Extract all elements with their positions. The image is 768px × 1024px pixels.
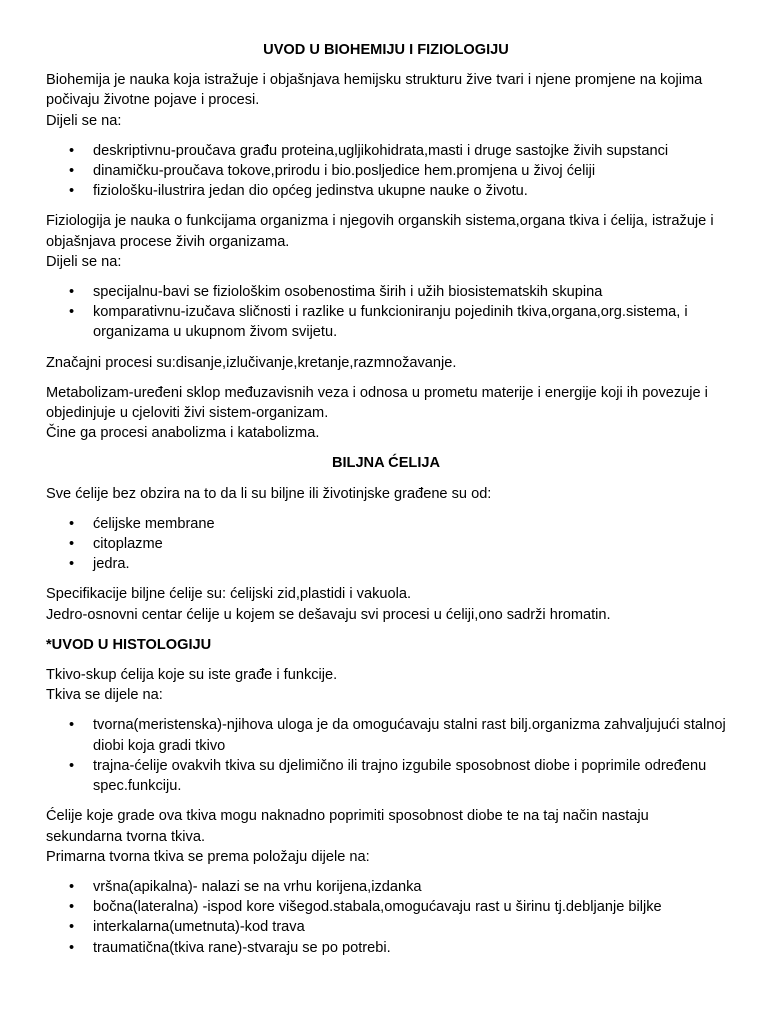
document-page <box>46 40 726 958</box>
list-item: • dinamičku-proučava tokove,prirodu i bio.posljedice hem.promjena u živoj ćeliji <box>46 161 726 181</box>
biochemistry-intro: Biohemija je nauka koja istražuje i objašnjava hemijsku strukturu žive tvari i njene promjene na kojima počivaju životne pojave i procesi. <box>46 72 703 109</box>
list-item: • trajna-ćelije ovakvih tkiva su djelimično ili trajno izgubile sposobnost diobe i poprimile određenu spec.funkciju. <box>69 757 707 795</box>
physiology-divided-label: Dijeli se na: <box>46 253 122 270</box>
biochemistry-list <box>46 141 726 202</box>
physiology-intro: Fiziologija je nauka o funkcijama organizma i njegovih organskih sistema,organa tkiva i ćelija, istražuje i objašnjava procese živih organizama. <box>46 213 714 250</box>
bullet-icon: • <box>69 536 75 553</box>
bullet-icon: • <box>69 899 75 916</box>
bullet-icon: • <box>69 284 75 301</box>
metabolism-text: Metabolizam-uređeni sklop međuzavisnih veza i odnosa u prometu materije i energije koji ih povezuje i objedinjuje u cjeloviti živi sistem-organizam. <box>46 384 708 422</box>
list-item: • traumatična(tkiva rane)-stvaraju se po potrebi. <box>46 938 726 958</box>
page-title: UVOD U BIOHEMIJU I FIZIOLOGIJU <box>263 42 509 58</box>
list-item: • vršna(apikalna)- nalazi se na vrhu korijena,izdanka <box>46 877 726 897</box>
cell-parts-list <box>46 514 726 575</box>
cell-nucleus-text: Jedro-osnovni centar ćelije u kojem se dešavaju svi procesi u ćeliji,ono sadrži hromatin. <box>46 606 611 623</box>
bullet-icon: • <box>69 878 75 895</box>
list-item: • bočna(lateralna) -ispod kore višegod.stabala,omogućavaju rast u širinu tj.debljanje biljke <box>46 897 726 917</box>
secondary-tissue-text: Ćelije koje grade ova tkiva mogu naknadno poprimiti sposobnost diobe te na taj način nastaju sekundarna tvorna tkiva. <box>46 808 649 845</box>
list-item: • ćelijske membrane <box>46 514 726 534</box>
list-item: • deskriptivnu-proučava građu proteina,ugljikohidrata,masti i druge sastojke živih supstanci <box>46 141 726 161</box>
cell-intro: Sve ćelije bez obzira na to da li su biljne ili životinjske građene su od: <box>46 485 492 502</box>
physiology-list <box>46 282 726 343</box>
bullet-icon: • <box>69 556 75 573</box>
bullet-icon: • <box>69 939 75 956</box>
bullet-icon: • <box>69 142 75 159</box>
cell-specification: Specifikacije biljne ćelije su: ćelijski zid,plastidi i vakuola. <box>46 586 412 603</box>
bullet-icon: • <box>69 163 75 180</box>
bullet-icon: • <box>69 304 75 321</box>
processes-text: Značajni procesi su:disanje,izlučivanje,kretanje,razmnožavanje. <box>46 354 457 371</box>
list-item: • tvorna(meristenska)-njihova uloga je da omogućavaju stalni rast bilj.organizma zahvaljujući stalnoj diobi koja gradi tkivo <box>69 717 726 754</box>
position-types-list <box>46 877 726 958</box>
list-item: • interkalarna(umetnuta)-kod trava <box>46 917 726 937</box>
list-item: • citoplazme <box>46 534 726 554</box>
section-heading-histology: *UVOD U HISTOLOGIJU <box>46 636 212 653</box>
list-item: • jedra. <box>46 554 726 574</box>
tissue-definition: Tkivo-skup ćelija koje su iste građe i funkcije. <box>46 667 338 684</box>
tissue-types-list <box>46 715 726 796</box>
primary-tissue-divided-label: Primarna tvorna tkiva se prema položaju dijele na: <box>46 848 370 865</box>
bullet-icon: • <box>69 183 75 200</box>
list-item: • specijalnu-bavi se fiziološkim osobenostima širih i užih biosistematskih skupina <box>46 282 726 302</box>
bullet-icon: • <box>69 757 75 774</box>
list-item: • fiziološku-ilustrira jedan dio općeg jedinstva ukupne nauke o životu. <box>46 181 726 201</box>
list-item: • komparativnu-izučava sličnosti i razlike u funkcioniranju pojedinih tkiva,organa,org.sistema, i organizama u ukupnom živom svijetu. <box>69 304 688 341</box>
bullet-icon: • <box>69 515 75 532</box>
bullet-icon: • <box>69 919 75 936</box>
bullet-icon: • <box>69 717 75 734</box>
metabolism-composition: Čine ga procesi anabolizma i katabolizma. <box>46 425 320 442</box>
tissue-divided-label: Tkiva se dijele na: <box>46 687 163 704</box>
section-heading-plant-cell: BILJNA ĆELIJA <box>331 455 441 472</box>
biochemistry-divided-label: Dijeli se na: <box>46 112 122 129</box>
